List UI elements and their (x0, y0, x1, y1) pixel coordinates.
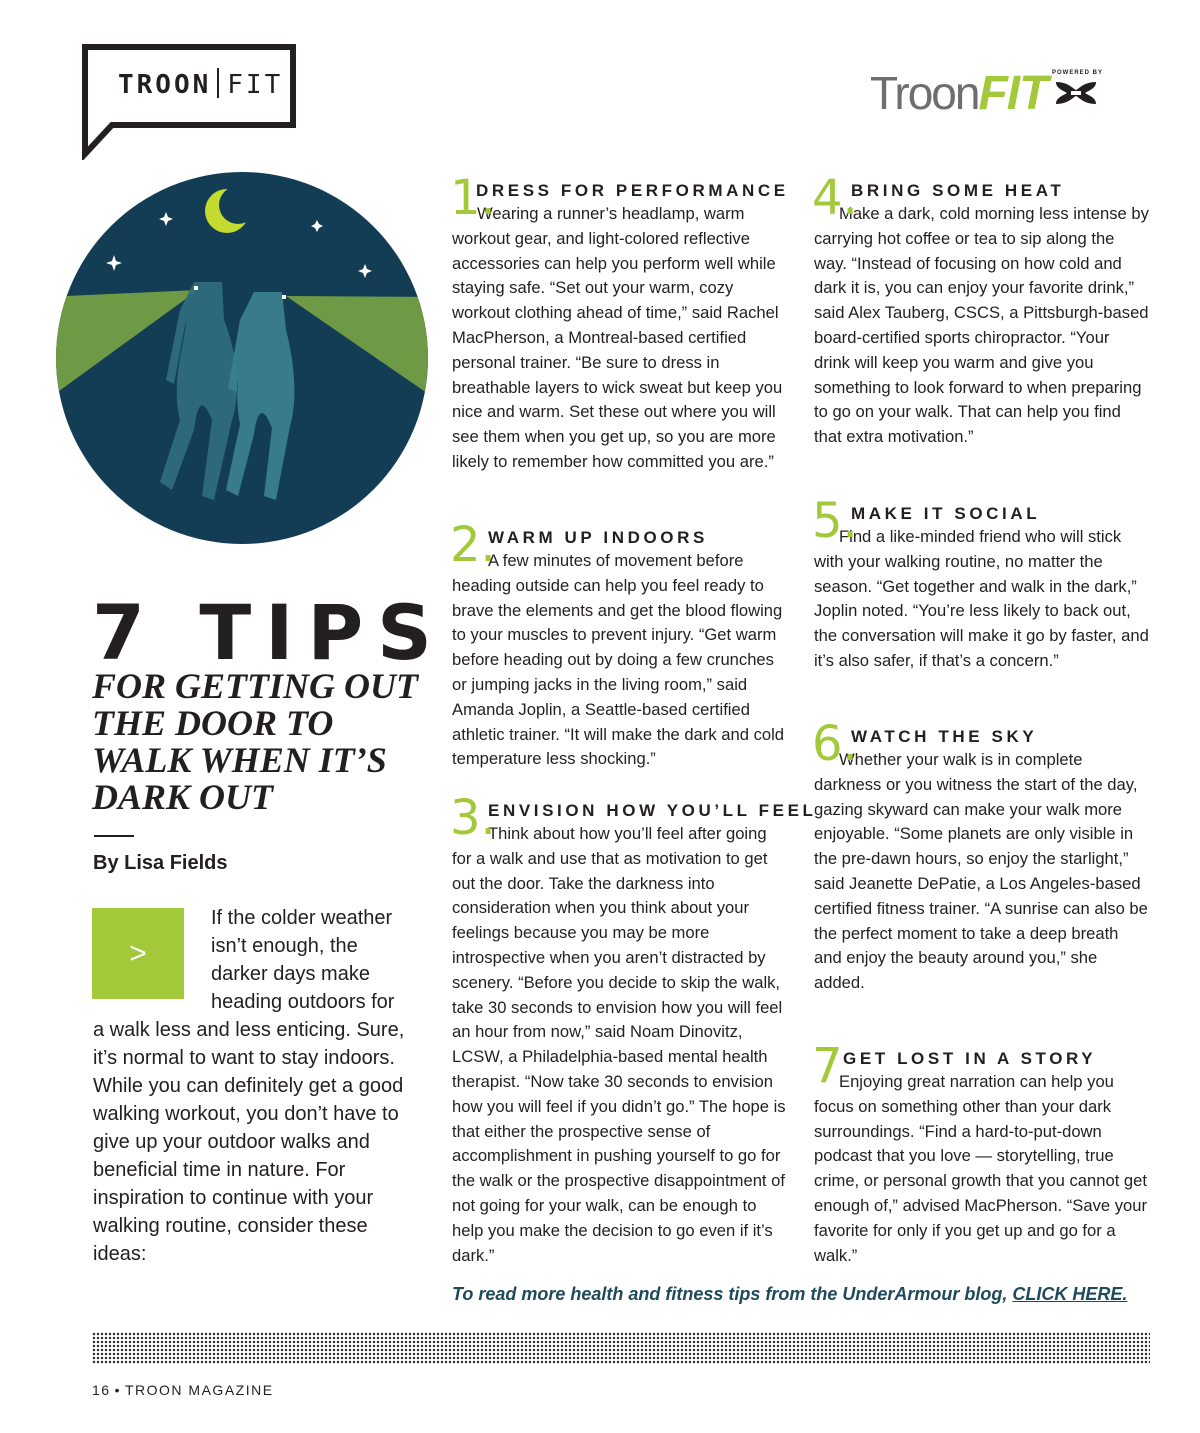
troonfit-logo (870, 66, 1104, 120)
page-footer (92, 1382, 274, 1398)
tip-body: Find a like-minded friend who will stick with your walking routine, no matter the season. “Get together and walk in the dark,” Joplin noted. “You’re less likely to back out, the conversation will make it go by faster, and it’s also safer, if that’s a concern.” (814, 527, 1149, 670)
title-divider (94, 835, 134, 837)
tip-number: 6. (812, 716, 858, 772)
click-here-link[interactable]: CLICK HERE. (1012, 1284, 1128, 1304)
section-badge (82, 44, 296, 128)
tip-1 (450, 170, 789, 475)
chevron-right-icon: > (129, 937, 147, 970)
speech-bubble-icon (82, 44, 296, 160)
tip-heading: MAKE IT SOCIAL (851, 504, 1041, 523)
tip-body: Whether your walk is in complete darkness or you witness the start of the day, gazing skyward can make your walk more enjoyable. “Some planets are only visible in the pre-dawn hours, so enjoy the starlight,” said Jeanette DePatie, a Los Angeles-based certified fitness trainer. “A sunrise can also be the perfect moment to take a deep breath and enjoy the beauty around you,” she added. (814, 750, 1148, 993)
tip-heading: ENVISION HOW YOU’LL FEEL (488, 801, 817, 820)
tip-heading: DRESS FOR PERFORMANCE (476, 181, 789, 200)
tip-body: Make a dark, cold morning less intense by carrying hot coffee or tea to sip along the way. “Instead of focusing on how cold and dark it is, you can enjoy your favorite drink,” said Alex Tauberg, CSCS, a Pittsburgh-based board-certified sports chiropractor. “Your drink will keep you warm and give you something to look forward to when preparing to go on your walk. That can help you find that extra motivation.” (814, 204, 1149, 447)
byline: By Lisa Fields (93, 852, 228, 874)
tip-7 (812, 1038, 1150, 1268)
intro-paragraph: If the colder weather isn’t enough, the darker days make heading outdoors for a walk less and less enticing. Sure, it’s normal to want to stay indoors. While you can definitely get a good walking workout, you don’t have to give up your outdoor walks and beneficial time in nature. For inspiration to continue with your walking routine, consider these ideas: (93, 907, 405, 1265)
tip-body: Enjoying great narration can help you focus on something other than your dark surroundings. “Find a hard-to-put-down podcast that you love — storytelling, true crime, or personal growth that you cannot get enough of,” advised MacPherson. “Save your favorite for only if you get up and go for a walk.” (814, 1072, 1147, 1265)
badge-label-bold: TROON (118, 70, 212, 100)
tip-number: 2. (450, 517, 496, 573)
article-title: 7 TIPS (92, 588, 446, 677)
article-subtitle: FOR GETTING OUT THE DOOR TO WALK WHEN IT’S DARK OUT (92, 666, 419, 817)
tip-number: 7 (812, 1038, 843, 1094)
badge-label (118, 68, 283, 100)
tip-heading: WARM UP INDOORS (488, 528, 708, 547)
blog-cta-text: To read more health and fitness tips from the UnderArmour blog, (452, 1284, 1013, 1304)
tip-number: 5. (812, 493, 858, 549)
tip-5 (812, 493, 1150, 674)
tip-number: 3. (450, 790, 496, 846)
logo-troon-text: Troon (870, 67, 979, 119)
page-number: 16 (92, 1382, 111, 1398)
blog-cta (452, 1284, 1127, 1305)
tip-6 (812, 716, 1150, 996)
tip-body: Wearing a runner’s headlamp, warm workout gear, and light-colored reflective accessories can help you perform well while staying safe. “Set out your warm, cozy workout clothing ahead of time,” said Rachel MacPherson, a Montreal-based certified personal trainer. “Be sure to dress in breathable layers to wick sweat but keep you nice and warm. Set these out where you will see them when you get up, so you are more likely to remember how committed you are.” (452, 204, 783, 471)
publication-name: TROON MAGAZINE (124, 1382, 274, 1398)
footer-bullet: • (114, 1382, 121, 1398)
tip-heading: BRING SOME HEAT (851, 181, 1065, 200)
tip-heading: GET LOST IN A STORY (843, 1049, 1097, 1068)
tip-2 (450, 517, 788, 772)
tip-3 (450, 790, 817, 1268)
dotted-divider (92, 1332, 1150, 1364)
logo-powered-by: POWERED BY (1052, 70, 1104, 76)
tip-number: 1. (450, 170, 496, 226)
tip-number: 4. (812, 170, 858, 226)
badge-label-light: FIT (227, 70, 284, 100)
tip-heading: WATCH THE SKY (851, 727, 1038, 746)
tip-body: Think about how you’ll feel after going for a walk and use that as motivation to get out the door. Take the darkness into consideration when you think about your feelings because you may be more introspective when you aren’t distracted by scenery. “Before you decide to skip the walk, take 30 seconds to envision how you will feel an hour from now,” said Noam Dinovitz, LCSW, a Philadelphia-based mental health therapist. “Now take 30 seconds to envision how you will feel if you didn’t go.” The hope is that either the prospective sense of accomplishment in pushing yourself to go for the walk or the prospective disappointment of not going for your walk, can be enough to help you make the decision to go even if it’s dark.” (452, 824, 786, 1265)
night-walkers-illustration (54, 170, 430, 546)
tip-4 (812, 170, 1150, 450)
under-armour-icon (1052, 80, 1100, 106)
tip-body: A few minutes of movement before heading outside can help you feel ready to brave the elements and get the blood flowing to your muscles to prevent injury. “Get warm before heading out by doing a few crunches or jumping jacks in the living room,” said Amanda Joplin, a Seattle-based certified athletic trainer. “It will make the dark and cold temperature less shocking.” (452, 551, 785, 769)
logo-fit-text: FIT (978, 67, 1048, 120)
